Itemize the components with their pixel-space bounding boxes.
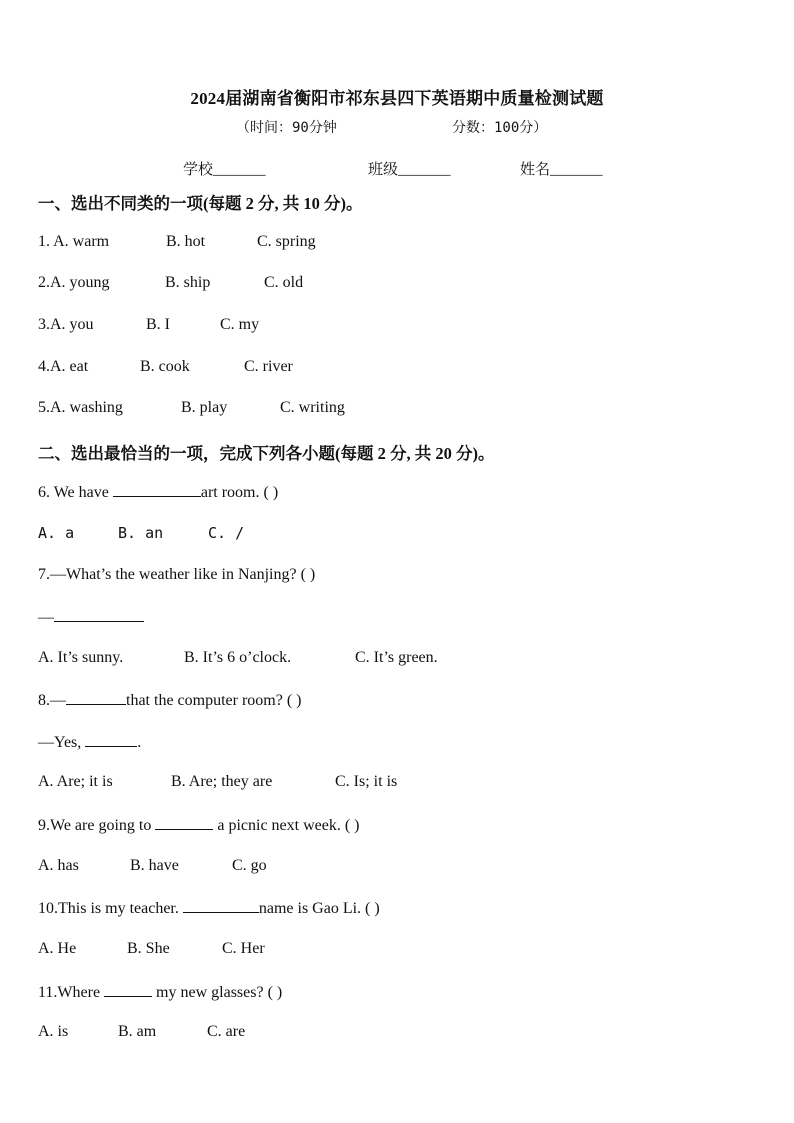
dash: —	[38, 609, 54, 626]
exam-time: （时间：90分钟	[236, 120, 337, 136]
option-c: C. Is; it is	[335, 773, 398, 790]
exam-score: 分数：100分）	[452, 120, 548, 136]
option-b: B. am	[118, 1023, 157, 1040]
question-text: 9.We are going to	[38, 817, 156, 834]
question-text: my new glasses? ( )	[152, 984, 283, 1001]
question-text: name is Gao Li. ( )	[258, 900, 380, 917]
option-a: 4.A. eat	[38, 358, 89, 375]
answer-text: .	[137, 734, 142, 751]
question-7-options	[38, 649, 438, 667]
question-4	[38, 358, 293, 376]
question-7: 7.—What’s the weather like in Nanjing? ( )	[38, 566, 316, 583]
option-c: C. writing	[280, 399, 345, 416]
option-b: B. She	[127, 940, 170, 957]
question-text: that the computer room? ( )	[126, 692, 302, 709]
question-5	[38, 399, 345, 417]
option-b: B. play	[181, 399, 228, 416]
question-11-options	[38, 1023, 245, 1041]
class-field: 班级_______	[368, 162, 451, 178]
question-8	[38, 690, 302, 710]
option-a: 2.A. young	[38, 274, 110, 291]
question-text: 10.This is my teacher.	[38, 900, 183, 917]
answer-text: —Yes,	[38, 734, 86, 751]
option-c: C. spring	[257, 233, 316, 250]
option-b: B. have	[130, 857, 179, 874]
question-9-options	[38, 857, 267, 875]
option-a: A. a	[38, 524, 75, 542]
question-2	[38, 274, 303, 292]
question-10	[38, 898, 380, 918]
question-1	[38, 233, 316, 251]
option-a: A. Are; it is	[38, 773, 113, 790]
option-b: B. It’s 6 o’clock.	[184, 649, 292, 666]
option-a: A. has	[38, 857, 79, 874]
option-b: B. cook	[140, 358, 190, 375]
question-3	[38, 316, 259, 334]
answer-blank	[54, 607, 144, 622]
option-b: B. an	[118, 524, 164, 542]
answer-blank	[183, 898, 259, 913]
option-c: C. river	[244, 358, 293, 375]
section-1-heading: 一、选出不同类的一项(每题 2 分, 共 10 分)。	[38, 194, 363, 213]
option-c: C. /	[208, 524, 245, 542]
option-a: A. It’s sunny.	[38, 649, 124, 666]
option-b: B. I	[146, 316, 170, 333]
question-text: art room. ( )	[200, 484, 279, 501]
option-a: 3.A. you	[38, 316, 94, 333]
option-c: C. old	[264, 274, 304, 291]
question-text: 8.—	[38, 692, 66, 709]
question-7-answer-line	[38, 607, 144, 627]
question-6	[38, 482, 278, 502]
option-b: B. hot	[166, 233, 206, 250]
option-a: A. is	[38, 1023, 69, 1040]
option-c: C. go	[232, 857, 267, 874]
option-a: 5.A. washing	[38, 399, 123, 416]
option-c: C. Her	[222, 940, 265, 957]
question-10-options	[38, 940, 265, 958]
answer-blank	[155, 815, 213, 830]
option-b: B. ship	[165, 274, 211, 291]
school-field: 学校_______	[183, 162, 266, 178]
question-8-answer-line	[38, 732, 141, 752]
answer-blank	[104, 982, 152, 997]
answer-blank	[66, 690, 126, 705]
page-title: 2024届湖南省衡阳市祁东县四下英语期中质量检测试题	[190, 89, 604, 108]
option-c: C. my	[220, 316, 260, 333]
question-text: a picnic next week. ( )	[213, 817, 360, 834]
name-field: 姓名_______	[520, 162, 603, 178]
section-2-heading: 二、选出最恰当的一项，完成下列各小题(每题 2 分, 共 20 分)。	[38, 444, 495, 463]
option-c: C. It’s green.	[355, 649, 438, 666]
answer-blank	[113, 482, 201, 497]
question-6-options	[38, 524, 244, 542]
answer-blank	[85, 732, 137, 747]
question-text: 11.Where	[38, 984, 105, 1001]
option-b: B. Are; they are	[171, 773, 273, 790]
question-text: 6. We have	[38, 484, 113, 501]
question-9	[38, 815, 360, 835]
option-a: 1. A. warm	[38, 233, 110, 250]
question-8-options	[38, 773, 397, 791]
question-11	[38, 982, 282, 1002]
option-c: C. are	[207, 1023, 246, 1040]
option-a: A. He	[38, 940, 77, 957]
